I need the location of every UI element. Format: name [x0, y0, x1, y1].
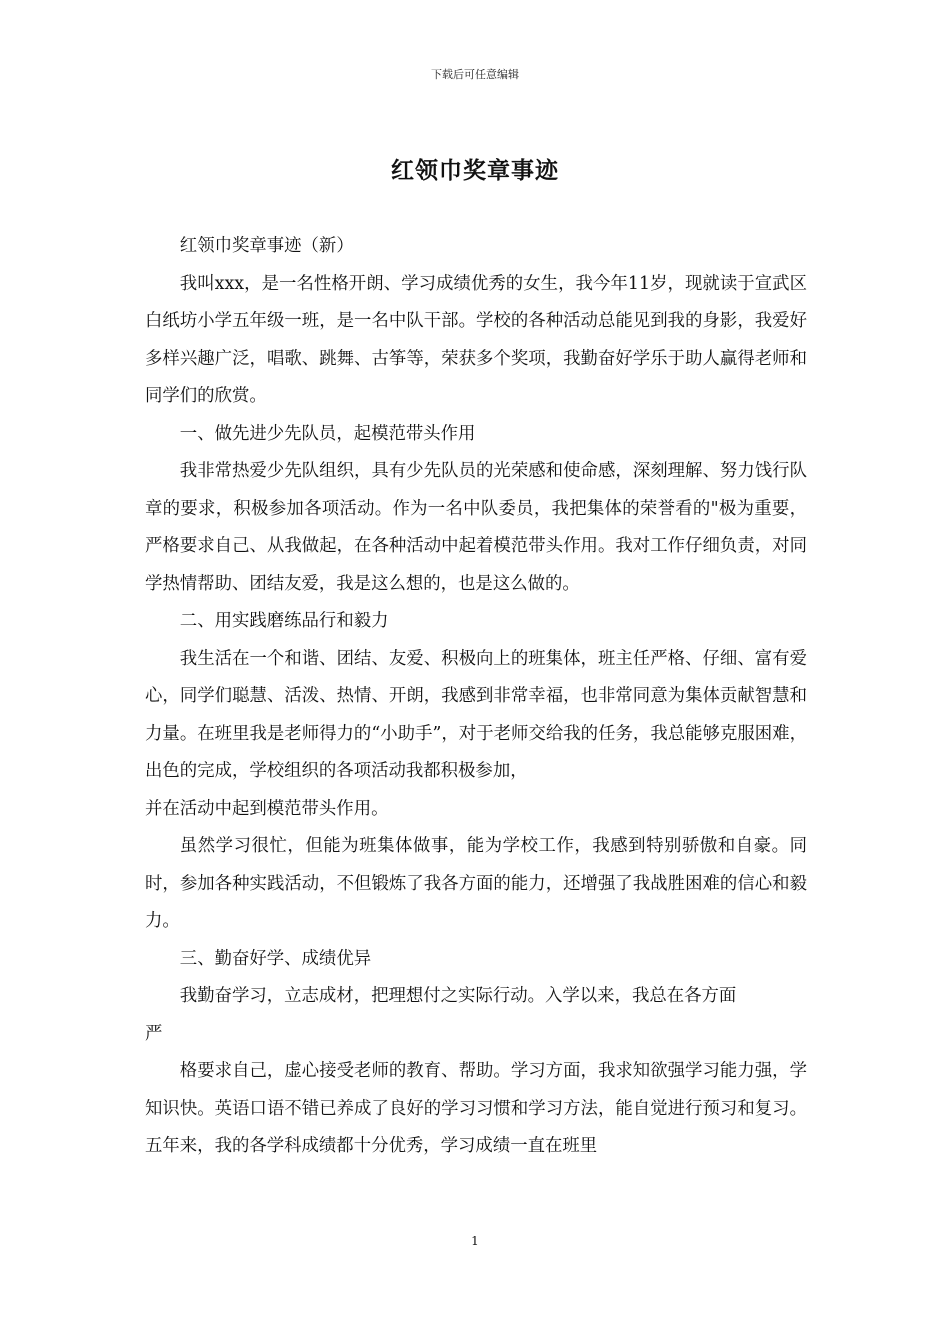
header-note: 下载后可任意编辑 [431, 68, 519, 81]
section-heading-2: 二、用实践磨练品行和毅力 [179, 611, 389, 631]
body-paragraph: 虽然学习很忙，但能为班集体做事，能为学校工作，我感到特别骄傲和自豪。同时，参加各种实践活动，不但锻炼了我各方面的能力，还增强了我战胜困难的信心和毅力。 [145, 836, 807, 931]
document-title: 红领巾奖章事迹 [391, 157, 559, 184]
intro-paragraph: 我叫xxx，是一名性格开朗、学习成绩优秀的女生，我今年11岁，现就读于宣武区白纸坊小学五年级一班，是一名中队干部。学校的各种活动总能见到我的身影，我爱好多样兴趣广泛，唱歌、跳舞、古筝等，荣获多个奖项，我勤奋好学乐于助人赢得老师和同学们的欣赏。 [145, 273, 807, 406]
document-body [145, 228, 807, 1166]
section-heading-3: 三、勤奋好学、成绩优异 [179, 948, 372, 969]
body-paragraph-continuation: 并在活动中起到模范带头作用。 [145, 798, 389, 819]
body-paragraph: 我非常热爱少先队组织，具有少先队员的光荣感和使命感，深刻理解、努力饯行队章的要求，积极参加各项活动。作为一名中队委员，我把集体的荣誉看的"极为重要，严格要求自己、从我做起，在各种活动中起着模范带头作用。我对工作仔细负责，对同学热情帮助、团结友爱，我是这么想的，也是这么做的。 [145, 461, 807, 594]
page-number: 1 [471, 1234, 479, 1248]
section-heading-1: 一、做先进少先队员，起模范带头作用 [179, 423, 476, 444]
subtitle-paragraph: 红领巾奖章事迹（新） [179, 236, 354, 256]
body-paragraph: 格要求自己，虚心接受老师的教育、帮助。学习方面，我求知欲强学习能力强，学知识快。英语口语不错已养成了良好的学习习惯和学习方法，能自觉进行预习和复习。五年来，我的各学科成绩都十分优秀，学习成绩一直在班里 [145, 1061, 807, 1156]
body-paragraph: 我勤奋学习，立志成材，把理想付之实际行动。入学以来，我总在各方面 [179, 986, 737, 1006]
body-paragraph: 我生活在一个和谐、团结、友爱、积极向上的班集体，班主任严格、仔细、富有爱心，同学们聪慧、活泼、热情、开朗，我感到非常幸福，也非常同意为集体贡献智慧和力量。在班里我是老师得力的“小助手”，对于老师交给我的任务，我总能够克服困难，出色的完成，学校组织的各项活动我都积极参加， [145, 648, 807, 781]
body-paragraph-fragment: 严 [145, 1023, 163, 1044]
